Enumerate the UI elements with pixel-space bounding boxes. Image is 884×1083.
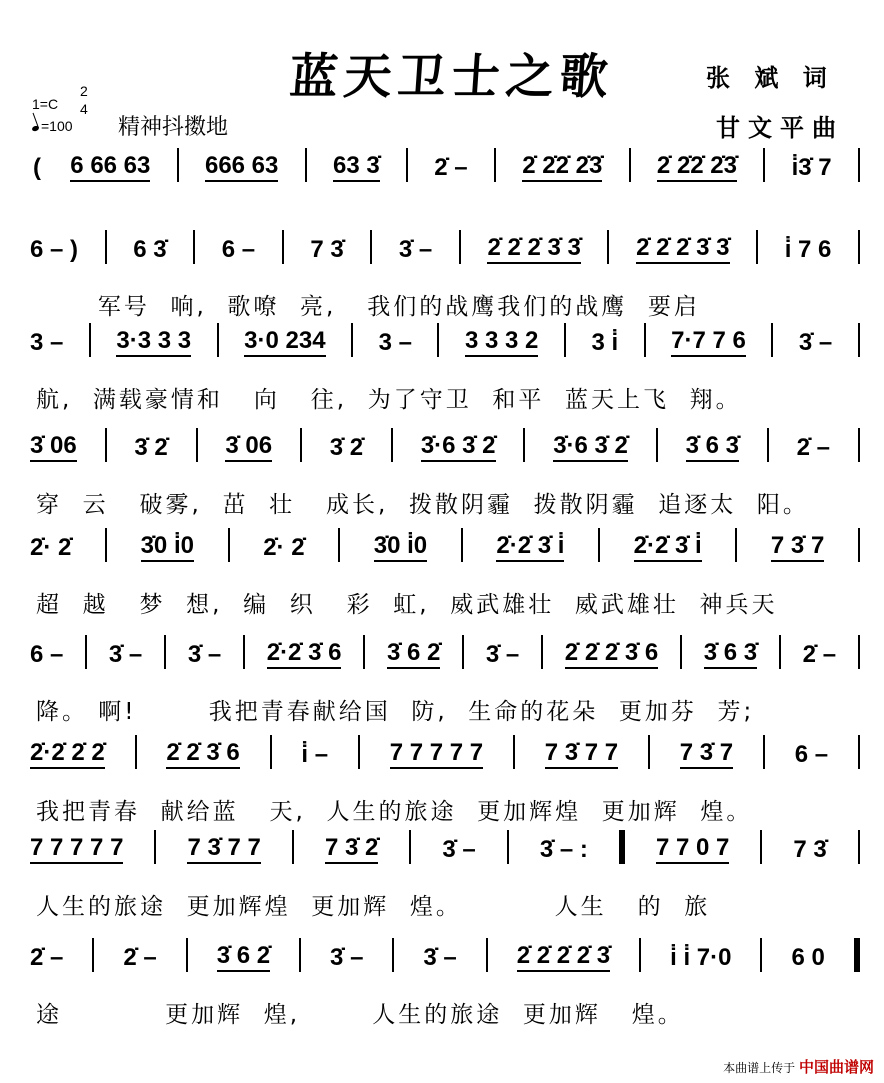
note-group: 3̇ – [330,944,364,971]
note-group: 3̇ 06 [225,432,272,462]
note-group: 7 7 0 7 [656,834,729,864]
note-group: 7 3̇ [793,836,827,863]
barline [513,735,515,769]
barline [85,635,87,669]
barline [105,230,107,264]
barline [656,428,658,462]
note-group: 3̇ 6 3̇ [704,639,757,669]
barline [767,428,769,462]
note-group: 3̇ 06 [30,432,77,462]
note-group: 2̇ – [802,641,837,668]
barline [648,735,650,769]
barline [270,735,272,769]
note-group: 7 7 7 7 7 [30,834,123,864]
note-group: 3·3 3 3 [116,327,191,357]
note-group: 3·0 234 [244,327,325,357]
composer-credit: 甘文平曲 [716,114,844,142]
lyrics-line: 穿 云 破雾, 茁 壮 成长, 拨散阴霾 拨散阴霾 追逐太 阳。 [36,492,809,518]
barline [523,428,525,462]
barline [459,230,461,264]
note-group: 3̇ – [423,944,457,971]
note-group: 6 – [794,741,829,768]
note-group: 6 0 [791,944,825,971]
barline [858,528,860,562]
note-group: 3̇ 6 2̇ [387,639,440,669]
tempo-marking [32,118,73,134]
note-group: 6 – [221,236,256,263]
barline [370,230,372,264]
barline [177,148,179,182]
note-group: 3 3 3 2 [465,327,538,357]
barline [486,938,488,972]
barline [89,323,91,357]
barline [771,323,773,357]
note-group: 3 i̇ [591,329,619,356]
note-group: 2̇ – [796,434,830,461]
barline [629,148,631,182]
expression-marking: 精神抖擞地 [118,115,229,140]
note-group: 7 3̇ 7 7 [187,834,260,864]
note-group: 3 – [30,329,64,356]
barline [300,428,302,462]
notation-line [30,940,860,980]
key-signature: 1=C [32,96,59,112]
note-group: 7 3̇ 7 [680,739,733,769]
barline [243,635,245,669]
barline [392,938,394,972]
barline [858,830,860,864]
note-group: 3̇0 i̇0 [141,532,194,562]
note-group: 3̇ 2̇ [134,434,168,461]
note-group: ( [33,154,41,181]
barline [193,230,195,264]
note-group: 63 3̇ [333,152,380,182]
barline [409,830,411,864]
barline [507,830,509,864]
note-group: i̇ – [301,741,329,768]
barline [228,528,230,562]
note-group: 6 – [30,641,64,668]
barline [437,323,439,357]
barline [644,323,646,357]
note-group: 666 63 [205,152,278,182]
note-group: 2̇ 2̇ 3̇ 6 [166,739,239,769]
barline [639,938,641,972]
barline [135,735,137,769]
note-group: i̇ 7 6 [784,236,832,263]
note-group: 7 3̇ 7 [771,532,824,562]
lyrics-line: 降。 啊! 我把青春献给国 防, 生命的花朵 更加芬 芳; [36,699,755,725]
note-group: 7 3̇ [310,236,344,263]
notation-line [30,325,860,365]
quarter-note-icon [31,125,39,132]
notation-line [30,530,860,570]
barline [358,735,360,769]
note-group: 2̇ 2̇ 2̇ 2̇ 3̇ [517,942,610,972]
note-group: 3̇ 2̇ [329,434,364,461]
note-group: 3̇ – [398,236,433,263]
notation-line [30,832,860,872]
barline [299,938,301,972]
barline [760,830,762,864]
barline [858,428,860,462]
barline [858,230,860,264]
note-group: 6 66 63 [70,152,150,182]
barline [186,938,188,972]
barline [461,528,463,562]
notation-line [30,430,860,470]
barline [338,528,340,562]
lyrics-line: 军号 响, 歌嘹 亮, 我们的战鹰我们的战鹰 要启 [36,294,700,320]
note-group: 3̇ – [485,641,520,668]
note-group: 3̇0 i̇0 [374,532,427,562]
note-group: 7 3̇ 7 7 [545,739,618,769]
note-group: 7 3̇ 2̇ [325,834,378,864]
note-group: 2̇ 2̇ 2̇ 3̇ 6 [565,639,658,669]
barline [760,938,762,972]
barline [196,428,198,462]
note-group: i̇3̇ 7 [791,154,832,181]
double-barline [854,938,860,972]
note-group: 2̇ 2̇ 2̇ 3̇ 3̇ [487,234,580,264]
barline [164,635,166,669]
note-group: 2̇·2̇ 3̇ 6 [267,639,342,669]
barline [363,635,365,669]
meter-bottom: 4 [80,101,88,117]
note-group: 2̇ 2̇2̇ 2̇3̇ [522,152,602,182]
note-group: 2̇· 2̇ [30,534,72,561]
note-group: 2̇ – [30,944,64,971]
note-group: 7 7 7 7 7 [390,739,483,769]
barline [494,148,496,182]
barline [406,148,408,182]
note-group: 3̇ 6 3̇ [686,432,739,462]
barline [92,938,94,972]
note-group: 6 3̇ [133,236,167,263]
barline [680,635,682,669]
notation-line [30,637,860,677]
note-group: 3̇·6 3̇ 2̇ [553,432,628,462]
barline [858,323,860,357]
meter-top: 2 [80,83,88,99]
note-group: 3̇ – : [539,836,588,863]
lyrics-line: 超 越 梦 想, 编 织 彩 虹, 威武雄壮 威武雄壮 神兵天 [36,592,778,618]
tempo-value: =100 [41,118,73,134]
barline [217,323,219,357]
note-group: 3̇·6 3̇ 2̇ [421,432,496,462]
note-group: 3̇ – [108,641,143,668]
note-group: 2̇· 2̇ [263,534,305,561]
note-group: 2̇ – [123,944,157,971]
note-group: 3̇ – [187,641,222,668]
barline [105,428,107,462]
notation-line [30,150,860,190]
barline [305,148,307,182]
barline [763,735,765,769]
notation-line [30,232,860,272]
site-logo: 中国曲谱网 [798,1058,874,1076]
barline [763,148,765,182]
barline [858,635,860,669]
lyrics-line: 我把青春 献给蓝 天, 人生的旅途 更加辉煌 更加辉 煌。 [36,799,753,825]
note-group: 2̇ 2̇ 2̇ 3̇ 3̇ [636,234,729,264]
barline [858,735,860,769]
note-group: i̇ i̇ 7·0 [670,944,732,971]
note-group: 2̇ 2̇2̇ 2̇3̇ [657,152,737,182]
note-group: 2̇ – [434,154,468,181]
note-group: 3̇ 6 2̇ [217,942,270,972]
barline [735,528,737,562]
double-barline [619,830,625,864]
barline [541,635,543,669]
barline [154,830,156,864]
song-title: 蓝天卫士之歌 [287,49,616,105]
lyricist-credit: 张 斌 词 [706,64,835,92]
time-signature [80,82,88,118]
barline [756,230,758,264]
barline [607,230,609,264]
barline [564,323,566,357]
lyrics-line: 航, 满载豪情和 向 往, 为了守卫 和平 蓝天上飞 翔。 [36,387,742,413]
note-group: 6 – ) [30,236,79,263]
note-group: 2̇·2̇ 3̇ i̇ [496,532,564,562]
lyrics-line: 人生的旅途 更加辉煌 更加辉 煌。 人生 的 旅 [36,894,711,920]
barline [858,148,860,182]
barline [105,528,107,562]
note-group: 3̇ – [442,836,476,863]
notation-line [30,737,860,777]
upload-note: 本曲谱上传于 [723,1061,796,1075]
note-group: 3̇ – [798,329,833,356]
note-group: 2̇·2̇ 3̇ i̇ [634,532,702,562]
note-group: 2̇·2̇ 2̇ 2̇ [30,739,105,769]
barline [462,635,464,669]
barline [351,323,353,357]
barline [598,528,600,562]
note-group: 7·7 7 6 [671,327,746,357]
barline [391,428,393,462]
barline [282,230,284,264]
lyrics-line: 途 更加辉 煌, 人生的旅途 更加辉 煌。 [36,1002,684,1028]
note-group: 3 – [378,329,412,356]
barline [292,830,294,864]
barline [779,635,781,669]
source-footer [723,1056,874,1077]
